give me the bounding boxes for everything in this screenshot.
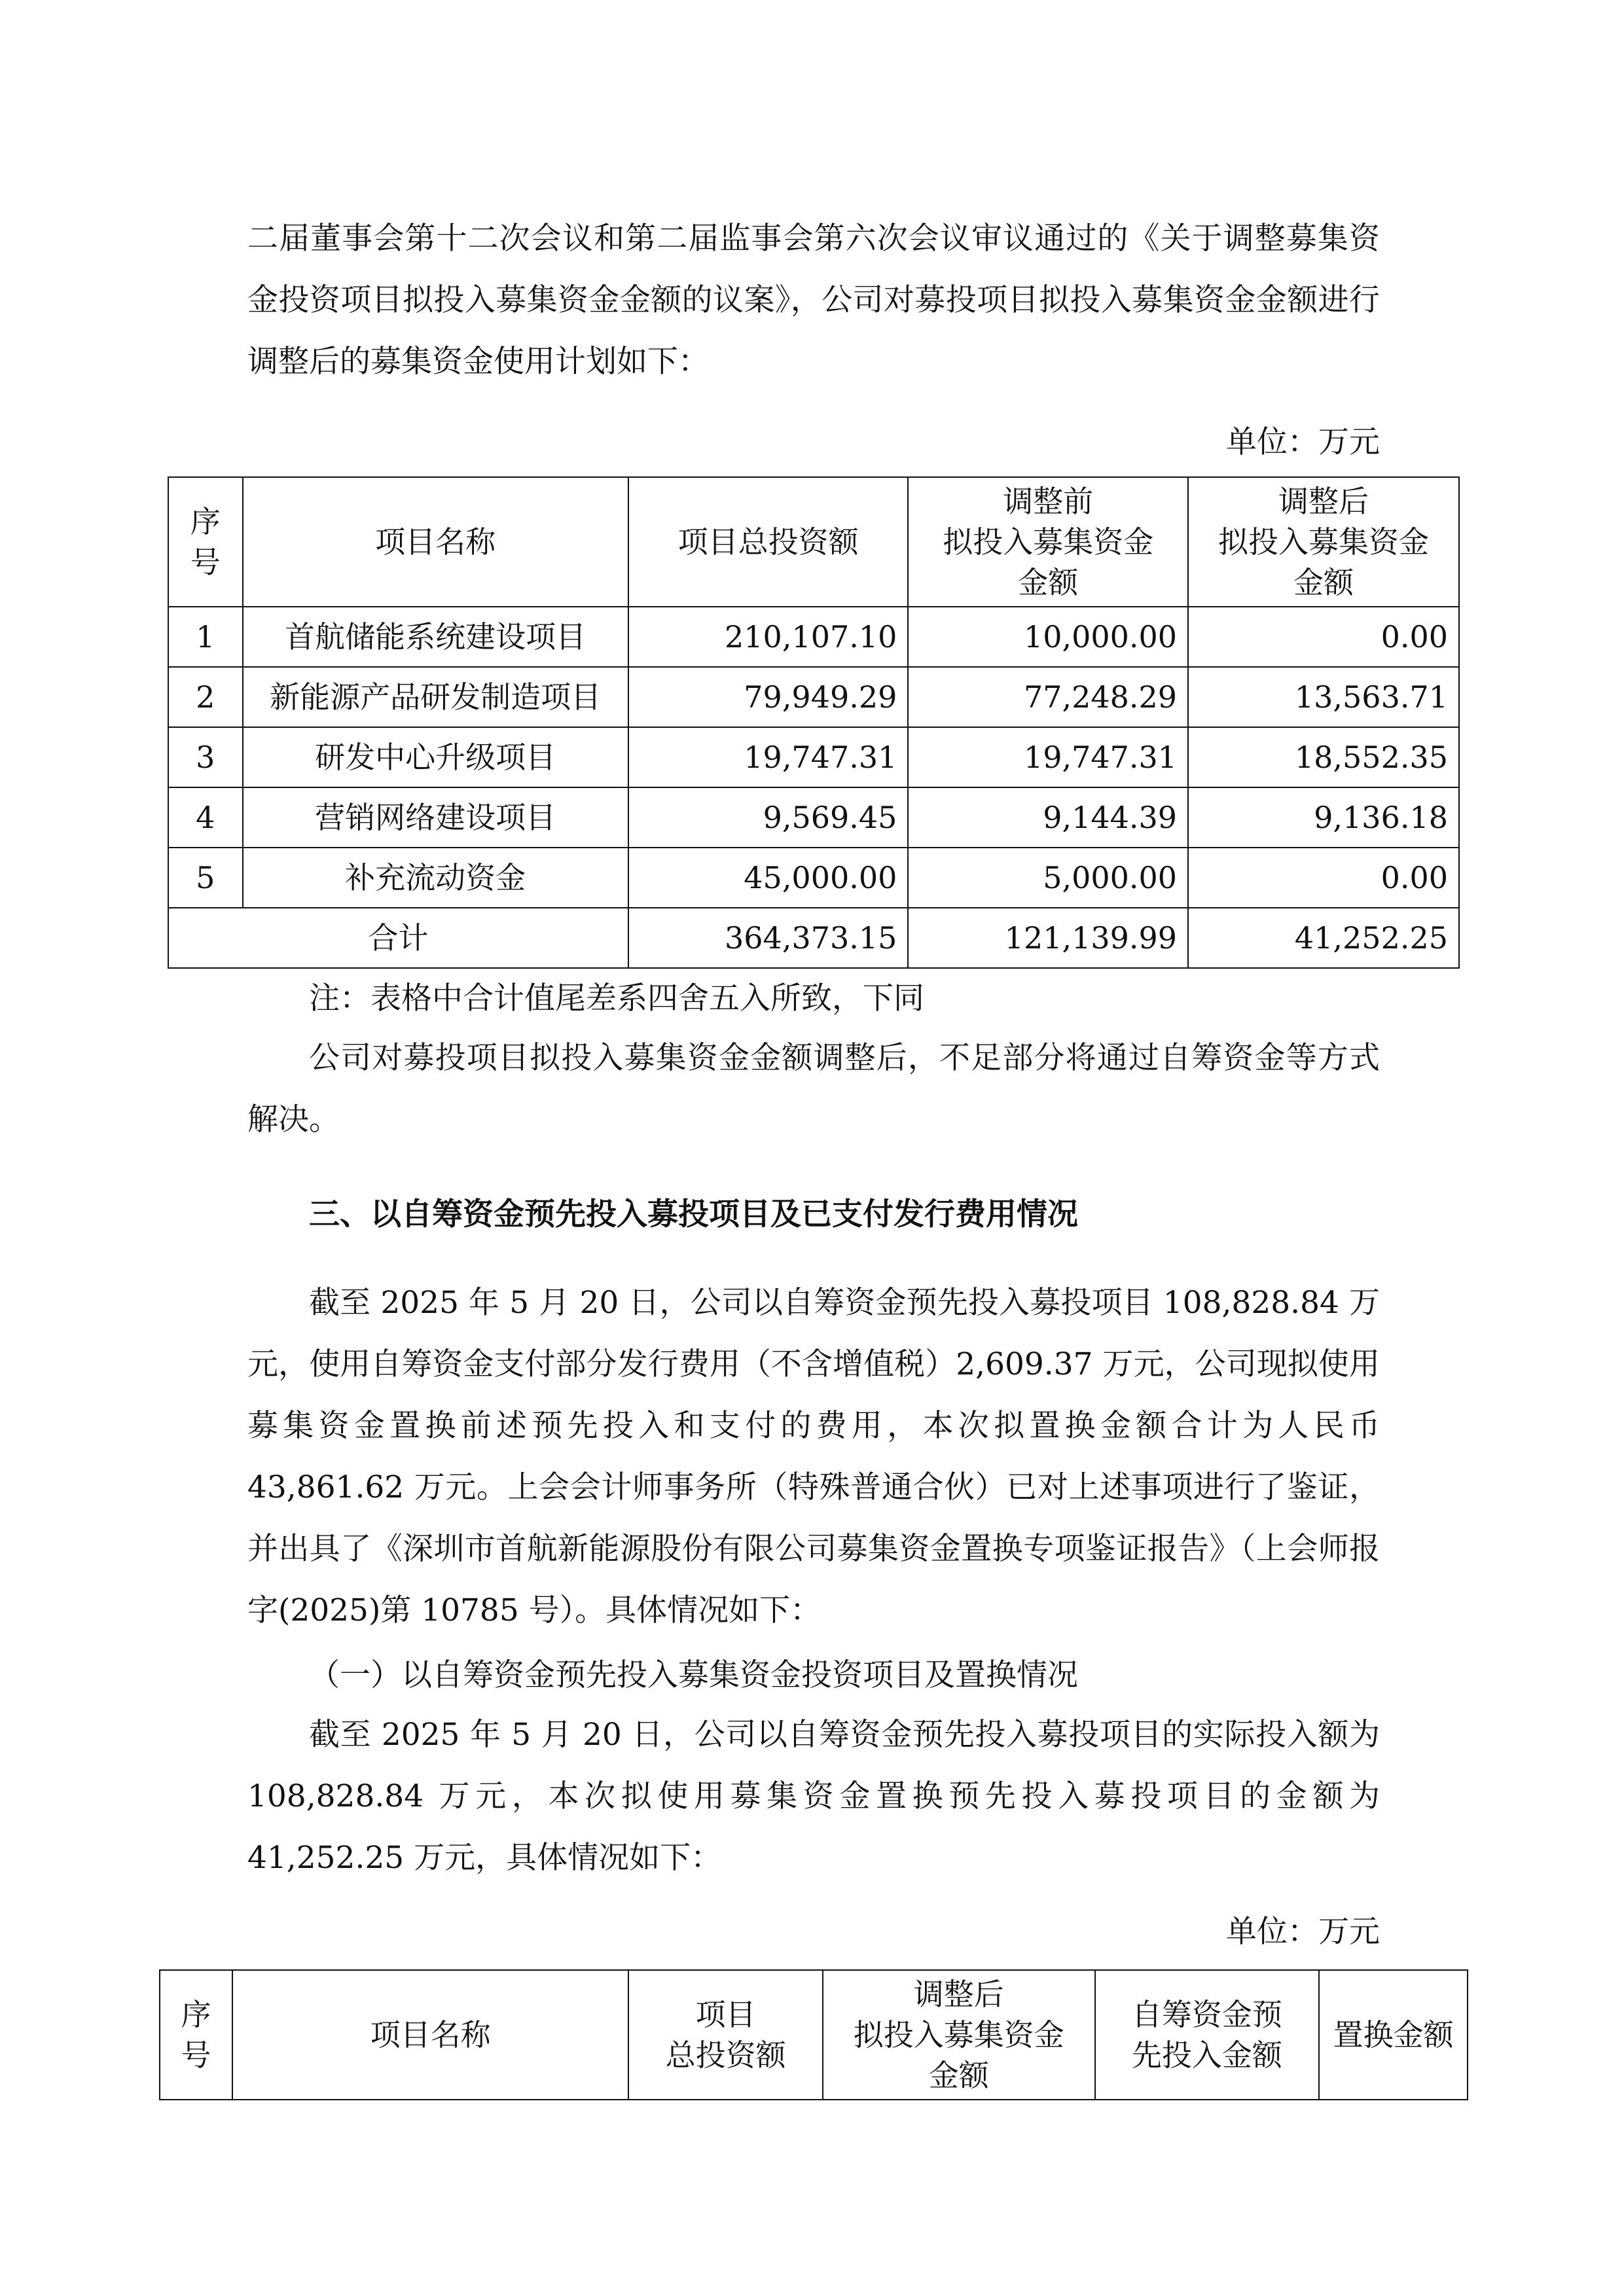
header-seq-text: 序号 [190,504,221,580]
row-name: 新能源产品研发制造项目 [243,667,628,727]
table-header-row [168,477,1459,607]
header-after [1188,477,1459,607]
row-name: 首航储能系统建设项目 [243,607,628,667]
header-after-line1: 调整后 [1278,484,1369,519]
table-row [168,787,1459,848]
header-seq-text: 序号 [181,1997,211,2073]
row-seq: 1 [168,607,243,667]
unit-label-2: 单位：万元 [1226,1914,1380,1950]
replacement-table [159,1969,1468,2100]
row-total: 210,107.10 [628,607,909,667]
row-total: 9,569.45 [628,787,909,848]
row-after: 0.00 [1188,607,1459,667]
header-total: 项目总投资额 [628,477,909,607]
header-self-line1: 自筹资金预 [1131,1997,1282,2032]
header-replace: 置换金额 [1319,1970,1468,2100]
row-seq: 4 [168,787,243,848]
header-self-funded [1095,1970,1320,2100]
total-before: 121,139.99 [908,908,1188,968]
unit-label: 单位：万元 [1226,424,1380,460]
table-note: 注：表格中合计值尾差系四舍五入所致，下同 [309,980,924,1016]
header-total [628,1970,823,2100]
table-total-row [168,908,1459,968]
header-before-line3: 金额 [1018,565,1079,600]
header-before [908,477,1188,607]
subheading: （一）以自筹资金预先投入募集资金投资项目及置换情况 [309,1657,1078,1693]
paragraph-after-table: 公司对募投项目拟投入募集资金金额调整后，不足部分将通过自筹资金等方式解决。 [247,1040,1380,1138]
fund-plan-table [168,476,1460,969]
header-after-line3: 金额 [1293,565,1354,600]
table-row [168,848,1459,908]
row-after: 18,552.35 [1188,727,1459,787]
row-seq: 5 [168,848,243,908]
header-seq [160,1970,232,2100]
row-before: 10,000.00 [908,607,1188,667]
table-row [168,727,1459,787]
row-total: 19,747.31 [628,727,909,787]
sub-paragraph: 截至 2025 年 5 月 20 日，公司以自筹资金预先投入募投项目的实际投入额为 108,828.84 万元，本次拟使用募集资金置换预先投入募投项目的金额为 41,252.25 万元，具体情况如下： [247,1717,1380,1876]
row-name: 研发中心升级项目 [243,727,628,787]
section-paragraph: 截至 2025 年 5 月 20 日，公司以自筹资金预先投入募投项目 108,828.84 万元，使用自筹资金支付部分发行费用（不含增值税）2,609.37 万元，公司现拟使用募集资金置换前述预先投入和支付的费用，本次拟置换金额合计为人民币 43,861.62 万元。上会会计师事务所（特殊普通合伙）已对上述事项进行了鉴证，并出具了《深圳市首航新能源股份有限公司募集资金置换专项鉴证报告》（上会师报字(2025)第 10785 号）。具体情况如下： [247,1285,1380,1628]
header-name: 项目名称 [243,477,628,607]
row-after: 9,136.18 [1188,787,1459,848]
total-label: 合计 [168,908,628,968]
header-after-line2: 拟投入募集资金 [853,2017,1064,2053]
row-seq: 2 [168,667,243,727]
header-before-line2: 拟投入募集资金 [943,524,1154,560]
row-before: 19,747.31 [908,727,1188,787]
row-name: 补充流动资金 [243,848,628,908]
header-before-line1: 调整前 [1003,484,1094,519]
header-self-line2: 先投入金额 [1131,2037,1282,2073]
table-header-row [160,1970,1468,2100]
table-row [168,667,1459,727]
header-name: 项目名称 [232,1970,628,2100]
total-after: 41,252.25 [1188,908,1459,968]
row-name: 营销网络建设项目 [243,787,628,848]
row-before: 77,248.29 [908,667,1188,727]
section-heading: 三、以自筹资金预先投入募投项目及已支付发行费用情况 [309,1196,1078,1232]
row-total: 45,000.00 [628,848,909,908]
row-before: 9,144.39 [908,787,1188,848]
row-total: 79,949.29 [628,667,909,727]
table-row [168,607,1459,667]
intro-paragraph: 二届董事会第十二次会议和第二届监事会第六次会议审议通过的《关于调整募集资金投资项目拟投入募集资金金额的议案》，公司对募投项目拟投入募集资金金额进行调整后的募集资金使用计划如下： [247,221,1380,380]
row-before: 5,000.00 [908,848,1188,908]
total-sum: 364,373.15 [628,908,909,968]
header-after-line1: 调整后 [913,1977,1004,2012]
header-after-line2: 拟投入募集资金 [1218,524,1430,560]
header-seq [168,477,243,607]
row-after: 0.00 [1188,848,1459,908]
header-after-line3: 金额 [928,2058,989,2093]
row-after: 13,563.71 [1188,667,1459,727]
row-seq: 3 [168,727,243,787]
header-after [823,1970,1095,2100]
header-total-line2: 总投资额 [665,2037,786,2073]
header-total-line1: 项目 [695,1997,756,2032]
